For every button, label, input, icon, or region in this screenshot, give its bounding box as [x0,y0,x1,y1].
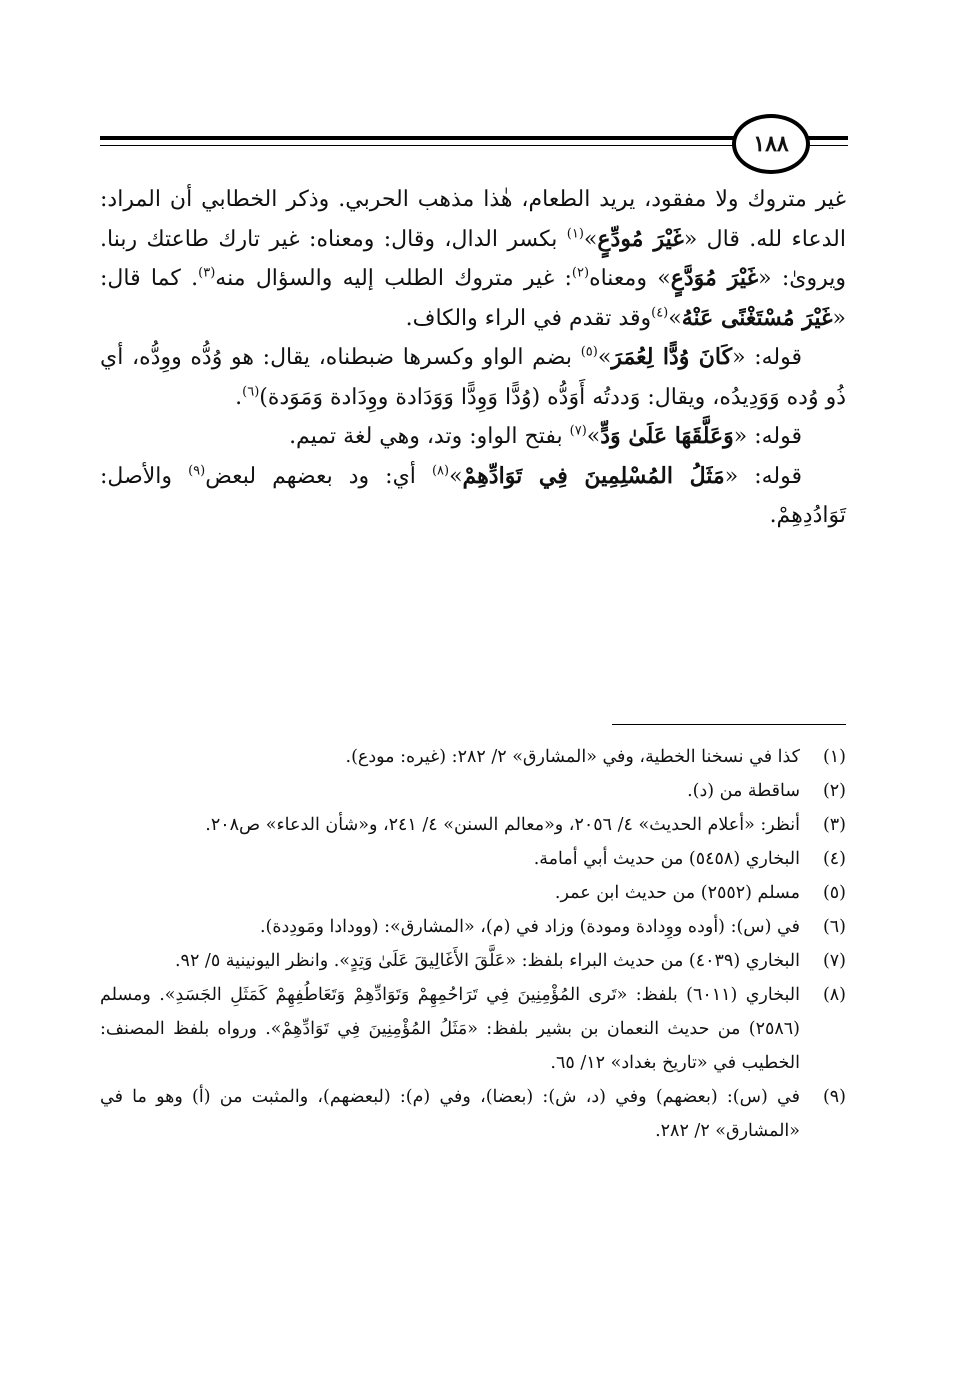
footnote-text: مسلم (٢٥٥٢) من حديث ابن عمر. [554,883,800,903]
footnote-number: (٦) [822,917,846,937]
footnote-number: (٨) [822,985,846,1005]
footnote-number: (٧) [822,951,846,971]
quoted-phrase: كَانَ وُدًّا لِعُمَرَ [611,344,733,370]
footnote [100,876,846,910]
footnote-ref: (٣) [198,265,216,281]
footnote-text: في (س): (أوده ووِدادة ومودة) وزاد في (م)، «المشارق»: (وودادا ومَودِدة). [259,917,800,937]
footnote-text: في (س): (بعضهم) وفي (د، ش): (بعضا)، وفي (م): (لبعضهم)، والمثبت من (أ) وهو ما في «المشارق» ٢/ ٢٨٢. [100,1087,800,1141]
footnote [100,978,846,1080]
footnote [100,774,846,808]
paragraph: قوله: «مَثَلُ المُسْلِمِينَ فِي تَوَادِّهِمْ»$^{(٨)}$ أي: ود بعضهم لبعض$^{(٩)}$ والأصل: تَوَادُدِهِمْ. [100,462,846,528]
footnote [100,1080,846,1148]
header-rule [100,145,745,146]
footnote-text: أنظر: «أعلام الحديث» ٤/ ٢٠٥٦، و«معالم السنن» ٤/ ٢٤١، و«شأن الدعاء» ص٢٠٨. [205,815,800,835]
footnote-ref: (٤) [651,305,669,321]
footnote-divider [612,724,846,725]
footnote-ref: (١) [566,226,584,242]
footnote-text: كذا في نسخنا الخطية، وفي «المشارق» ٢/ ٢٨٢: (غيره: مودع). [345,747,800,767]
header-rule [100,136,745,140]
footnote [100,740,846,774]
footnote [100,808,846,842]
quoted-phrase: مَثَلُ المُسْلِمِينَ فِي تَوَادِّهِمْ [462,462,725,489]
footnote-text: ساقطة من (د). [687,781,800,801]
footnote-number: (٩) [822,1087,846,1107]
footnote-number: (٣) [822,815,846,835]
paragraph: قوله: «كَانَ وُدًّا لِعُمَرَ»$^{(٥)}$ بضم الواو وكسرها ضبطناه، يقال: هو وُدُّه ووِدُّه، أي ذُو وُده وَوَدِيدُه، ويقال: وَددتُه أَوَدُّه (وُدًّا وَوِدًّا وَوَدَادة ووِدَادة وَمَوَدة)$^{(٦)}$. [100,344,846,410]
paragraph: غير متروك ولا مفقود، يريد الطعام، هٰذا مذهب الحربي. وذكر الخطابي أن المراد: الدعاء لله. قال «غَيْرَ مُودِّعٍ»$^{(١)}$ بكسر الدال، وقال: ومعناه: غير تارك طاعتك ربنا. ويروىٰ: «غَيْرَ مُوَدَّعٍ» ومعناه$^{(٢)}$: غير متروك الطلب إليه والسؤال منه$^{(٣)}$. كما قال: «غَيْرَ مُسْتَغْنًى عَنْهُ»$^{(٤)}$وقد تقدم في الراء والكاف. [100,187,846,331]
footnote-ref: (٩) [188,463,206,479]
paragraph: قوله: «وَعَلَّقَهَا عَلَىٰ وَدٍّ»$^{(٧)}$ بفتح الواو: وتد، وهي لغة تميم. [289,423,802,449]
footnote-ref: (٧) [569,423,587,439]
footnote-number: (١) [822,747,846,767]
footnote [100,944,846,978]
footnote [100,842,846,876]
page-number: ١٨٨ [732,114,810,174]
quoted-phrase: غَيْرَ مُودِّعٍ [597,225,684,252]
footnote [100,910,846,944]
footnote-ref: (٨) [431,463,450,479]
footnote-ref: (٥) [580,344,598,360]
footnote-number: (٤) [822,849,846,869]
footnote-text: البخاري (٦٠١١) بلفظ: «تَرى المُؤْمِنِينَ فِي تَرَاحُمِهِمْ وَتَوَادِّهِمْ وَتَعَاطُفِهِمْ كَمَثَلِ الجَسَدِ». ومسلم (٢٥٨٦) من حديث النعمان بن بشير بلفظ: «مَثَلُ المُؤْمِنِينَ فِي تَوَادِّهِمْ». ورواه بلفظ المصنف: الخطيب في «تاريخ بغداد» ١٢/ ٦٥. [100,985,800,1073]
footnotes [100,740,846,1148]
footnote-number: (٥) [822,883,846,903]
quoted-phrase: غَيْرَ مُسْتَغْنًى عَنْهُ [681,304,833,331]
page-header [100,118,848,188]
footnote-text: البخاري (٥٤٥٨) من حديث أبي أمامة. [533,849,800,869]
main-text [100,180,846,536]
footnote-ref: (٢) [571,265,590,281]
footnote-text: البخاري (٤٠٣٩) من حديث البراء بلفظ: «عَلَّقَ الأَغَالِيقَ عَلَىٰ وَتِدٍ». وانظر اليونينية ٥/ ٩٢. [174,951,800,971]
footnote-number: (٢) [822,781,846,801]
footnote-ref: (٦) [242,384,260,400]
quoted-phrase: غَيْرَ مُوَدَّعٍ [670,265,759,291]
quoted-phrase: وَعَلَّقَهَا عَلَىٰ وَدٍّ [600,423,734,449]
